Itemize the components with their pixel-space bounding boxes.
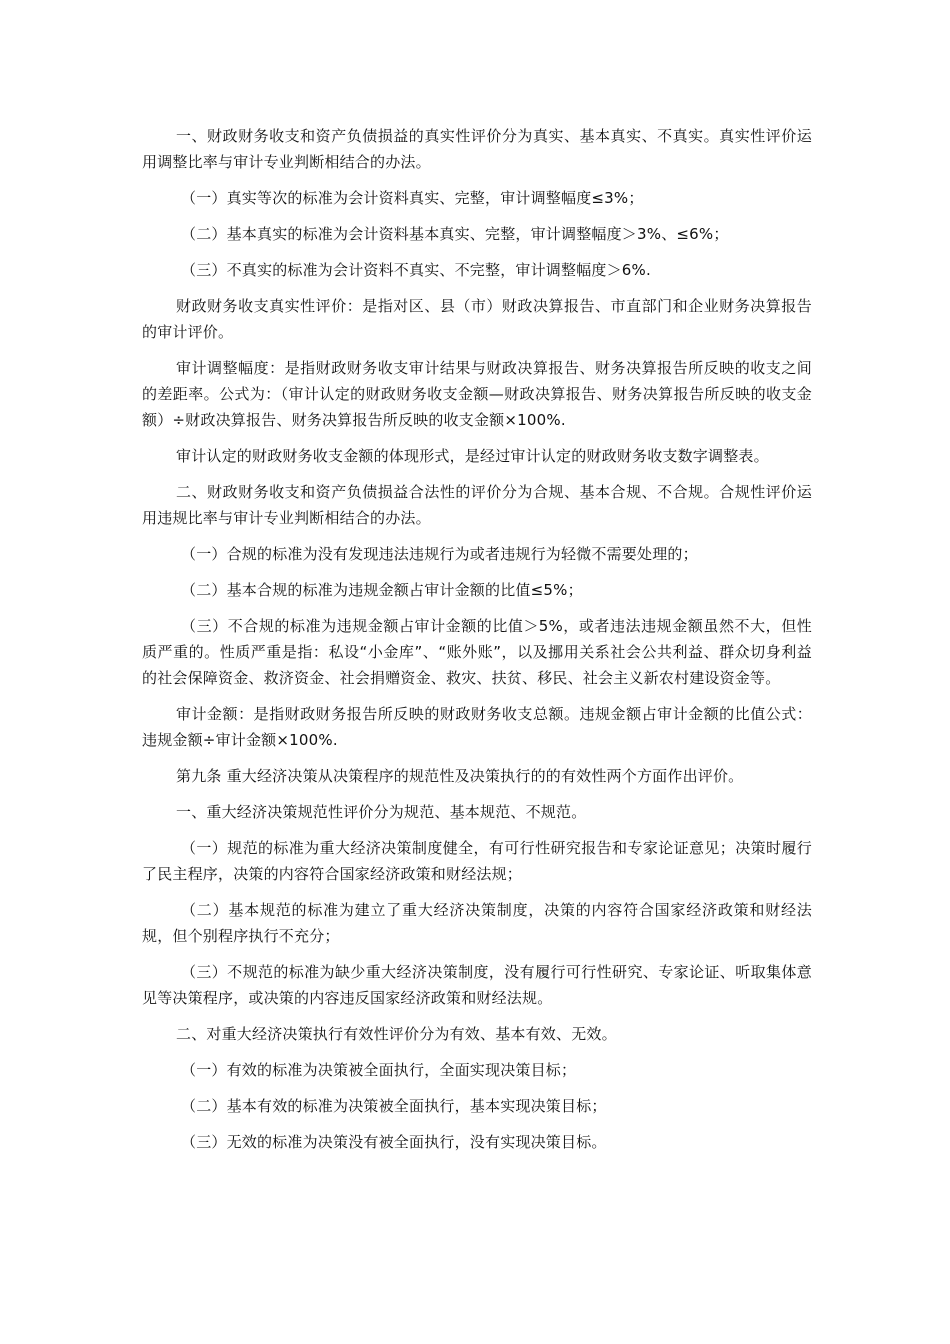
paragraph-recognized-amount: 审计认定的财政财务收支金额的体现形式，是经过审计认定的财政财务收支数字调整表。	[176, 447, 769, 465]
paragraph-authenticity-evaluation: 一、财政财务收支和资产负债损益的真实性评价分为真实、基本真实、不真实。真实性评价运用调整比率与审计专业判断相结合的办法。	[142, 127, 812, 171]
paragraph-non-compliant-standard: （三）不合规的标准为违规金额占审计金额的比值＞5%，或者违法违规金额虽然不大，但性质严重的。性质严重是指：私设“小金库”、“账外账”，以及挪用关系社会公共利益、群众切身利益的社会保障资金、救济资金、社会捐赠资金、救灾、扶贫、移民、社会主义新农村建设资金等。	[142, 617, 812, 687]
paragraph-decision-normativity: 一、重大经济决策规范性评价分为规范、基本规范、不规范。	[176, 803, 587, 821]
paragraph-authentic-standard: （一）真实等次的标准为会计资料真实、完整，审计调整幅度≤3%；	[181, 189, 644, 207]
paragraph-normative-standard: （一）规范的标准为重大经济决策制度健全，有可行性研究报告和专家论证意见；决策时履行了民主程序，决策的内容符合国家经济政策和财经法规；	[142, 839, 812, 883]
paragraph-basically-effective-standard: （二）基本有效的标准为决策被全面执行，基本实现决策目标；	[181, 1097, 607, 1115]
paragraph-basically-normative-standard: （二）基本规范的标准为建立了重大经济决策制度，决策的内容符合国家经济政策和财经法规，但个别程序执行不充分；	[142, 901, 812, 945]
paragraph-compliant-standard: （一）合规的标准为没有发现违法违规行为或者违规行为轻微不需要处理的；	[181, 545, 698, 563]
paragraph-audit-amount-definition: 审计金额：是指财政财务报告所反映的财政财务收支总额。违规金额占审计金额的比值公式：违规金额÷审计金额×100%.	[142, 705, 812, 749]
paragraph-ineffective-standard: （三）无效的标准为决策没有被全面执行，没有实现决策目标。	[181, 1133, 607, 1151]
paragraph-not-authentic-standard: （三）不真实的标准为会计资料不真实、不完整，审计调整幅度＞6%.	[181, 261, 651, 279]
paragraph-article-nine: 第九条 重大经济决策从决策程序的规范性及决策执行的的有效性两个方面作出评价。	[176, 767, 744, 785]
document-body	[142, 123, 812, 1165]
paragraph-effective-standard: （一）有效的标准为决策被全面执行，全面实现决策目标；	[181, 1061, 577, 1079]
paragraph-basically-compliant-standard: （二）基本合规的标准为违规金额占审计金额的比值≤5%；	[181, 581, 583, 599]
paragraph-decision-effectiveness: 二、对重大经济决策执行有效性评价分为有效、基本有效、无效。	[176, 1025, 617, 1043]
paragraph-legality-evaluation: 二、财政财务收支和资产负债损益合法性的评价分为合规、基本合规、不合规。合规性评价运用违规比率与审计专业判断相结合的办法。	[142, 483, 812, 527]
paragraph-non-normative-standard: （三）不规范的标准为缺少重大经济决策制度，没有履行可行性研究、专家论证、听取集体意见等决策程序，或决策的内容违反国家经济政策和财经法规。	[142, 963, 812, 1007]
paragraph-adjustment-formula: 审计调整幅度：是指财政财务收支审计结果与财政决算报告、财务决算报告所反映的收支之间的差距率。公式为：（审计认定的财政财务收支金额—财政决算报告、财务决算报告所反映的收支金额）÷财政决算报告、财务决算报告所反映的收支金额×100%.	[142, 359, 812, 429]
paragraph-authenticity-definition: 财政财务收支真实性评价：是指对区、县（市）财政决算报告、市直部门和企业财务决算报告的审计评价。	[142, 297, 812, 341]
paragraph-basically-authentic-standard: （二）基本真实的标准为会计资料基本真实、完整，审计调整幅度＞3%、≤6%；	[181, 225, 729, 243]
